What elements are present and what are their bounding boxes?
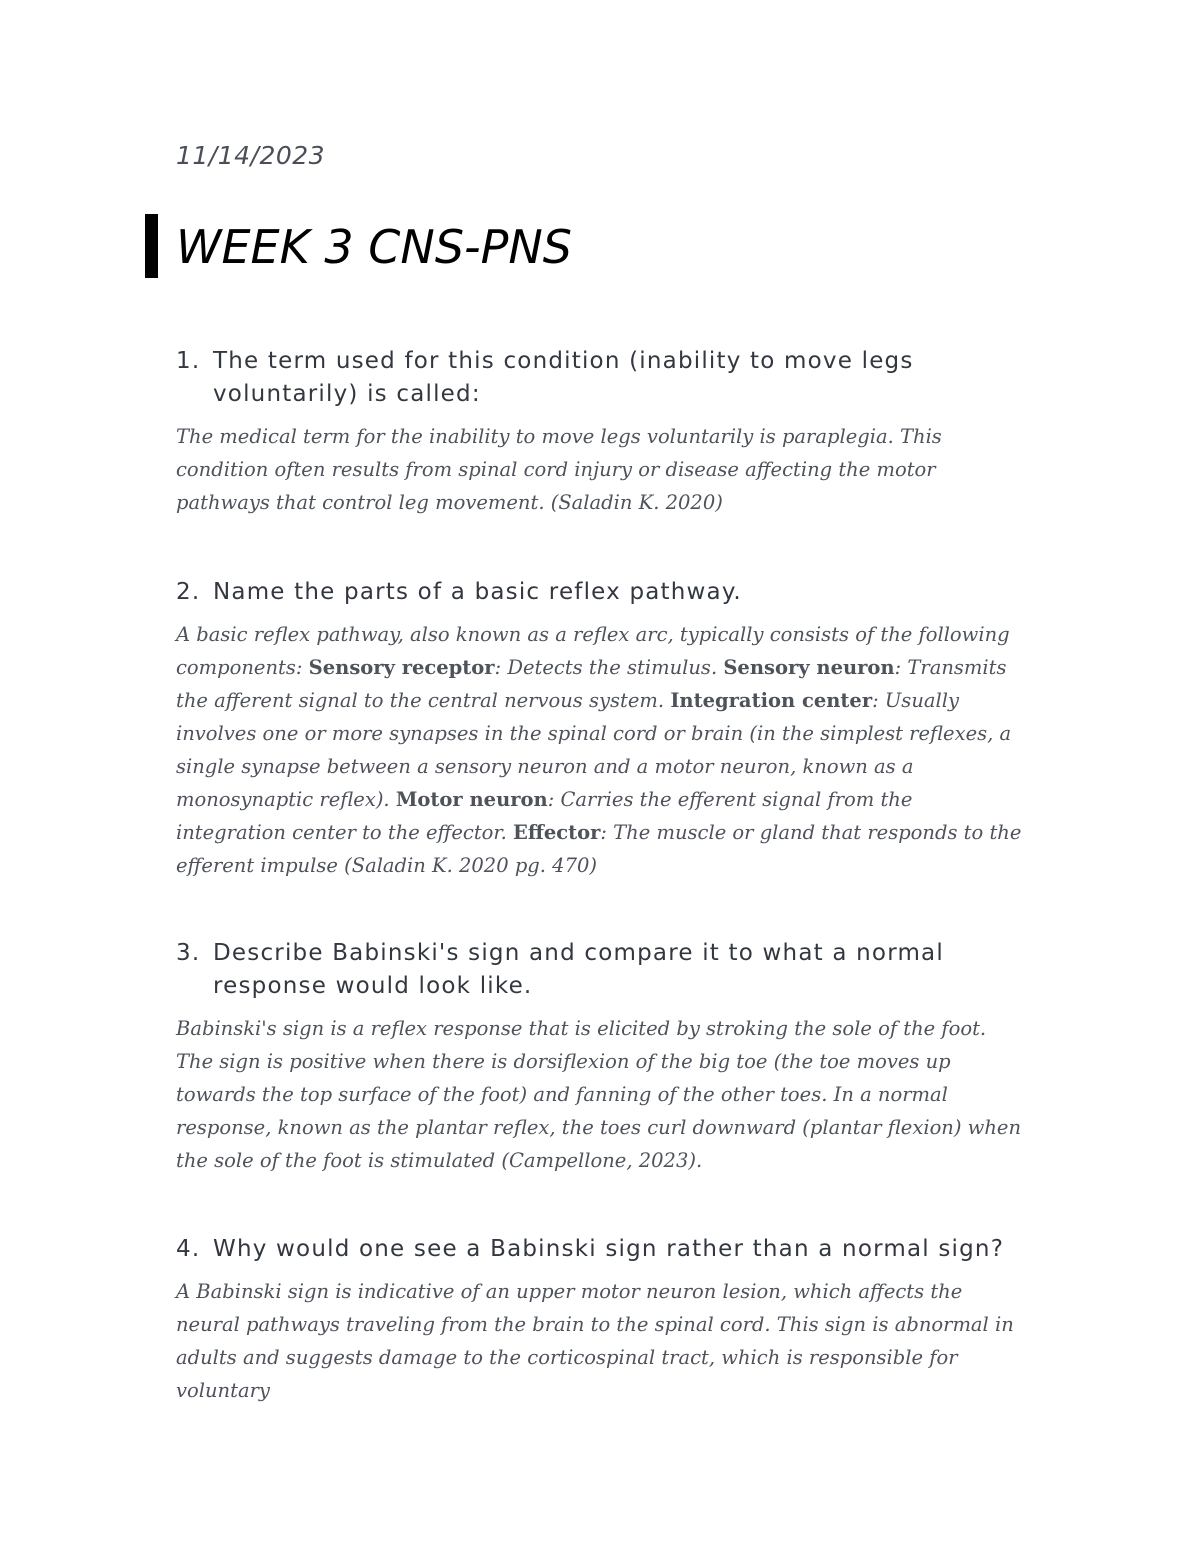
reflex-part-description: : Carries the efferent signal from the integration center to the effector. bbox=[176, 788, 913, 844]
reflex-part-term: Effector bbox=[512, 821, 601, 844]
reflex-part-term: Sensory neuron bbox=[723, 656, 895, 679]
question-text: The term used for this condition (inability to move legs voluntarily) is called: bbox=[213, 348, 914, 407]
answer-text: A Babinski sign is indicative of an upper motor neuron lesion, which affects the neural pathways traveling from the brain to the spinal cord. This sign is abnormal in adults and suggests damage to the corticospinal tract, which is responsible for voluntary bbox=[176, 1280, 1014, 1402]
question-heading bbox=[176, 937, 1026, 1003]
question-heading bbox=[176, 576, 1026, 609]
answer-text: The medical term for the inability to move legs voluntarily is paraplegia. This condition often results from spinal cord injury or disease affecting the motor pathways that control leg movement. (Saladin K. 2020) bbox=[176, 425, 942, 514]
question-number: 4. bbox=[176, 1236, 201, 1262]
question-section-3 bbox=[176, 937, 1026, 1177]
question-text: Why would one see a Babinski sign rather than a normal sign? bbox=[213, 1236, 1005, 1262]
question-heading bbox=[176, 1233, 1026, 1266]
reflex-part-description: : The muscle or gland that responds to the efferent impulse (Saladin K. 2020 pg. 470) bbox=[176, 821, 1022, 877]
question-heading bbox=[176, 345, 1026, 411]
question-text: Name the parts of a basic reflex pathway. bbox=[213, 579, 742, 605]
question-text: Describe Babinski's sign and compare it to what a normal response would look like. bbox=[213, 940, 944, 999]
answer-text bbox=[176, 618, 1026, 882]
question-section-1 bbox=[176, 345, 1026, 519]
question-section-2 bbox=[176, 576, 1026, 882]
reflex-part-description: : Transmits the afferent signal to the central nervous system. bbox=[176, 656, 1007, 712]
reflex-part-description: : Detects the stimulus. bbox=[494, 656, 724, 679]
document-title: WEEK 3 CNS-PNS bbox=[176, 220, 572, 274]
question-number: 2. bbox=[176, 579, 201, 605]
reflex-part-term: Motor neuron bbox=[395, 788, 548, 811]
reflex-part-description: : Usually involves one or more synapses in the spinal cord or brain (in the simplest reflexes, a single synapse between a sensory neuron and a motor neuron, known as a monosynaptic reflex). bbox=[176, 689, 1012, 811]
document-date: 11/14/2023 bbox=[176, 141, 326, 170]
answer-intro: A basic reflex pathway, also known as a reflex arc, typically consists of the following components: bbox=[176, 623, 1010, 679]
reflex-part-term: Sensory receptor bbox=[308, 656, 495, 679]
reflex-part-term: Integration center bbox=[670, 689, 873, 712]
question-number: 3. bbox=[176, 940, 201, 966]
answer-text: Babinski's sign is a reflex response that is elicited by stroking the sole of the foot. The sign is positive when there is dorsiflexion of the big toe (the toe moves up towards the top surface of the foot) and fanning of the other toes. In a normal response, known as the plantar reflex, the toes curl downward (plantar flexion) when the sole of the foot is stimulated (Campellone, 2023). bbox=[176, 1017, 1022, 1172]
question-section-4 bbox=[176, 1233, 1026, 1407]
title-accent-bar bbox=[145, 214, 158, 278]
question-number: 1. bbox=[176, 348, 201, 374]
